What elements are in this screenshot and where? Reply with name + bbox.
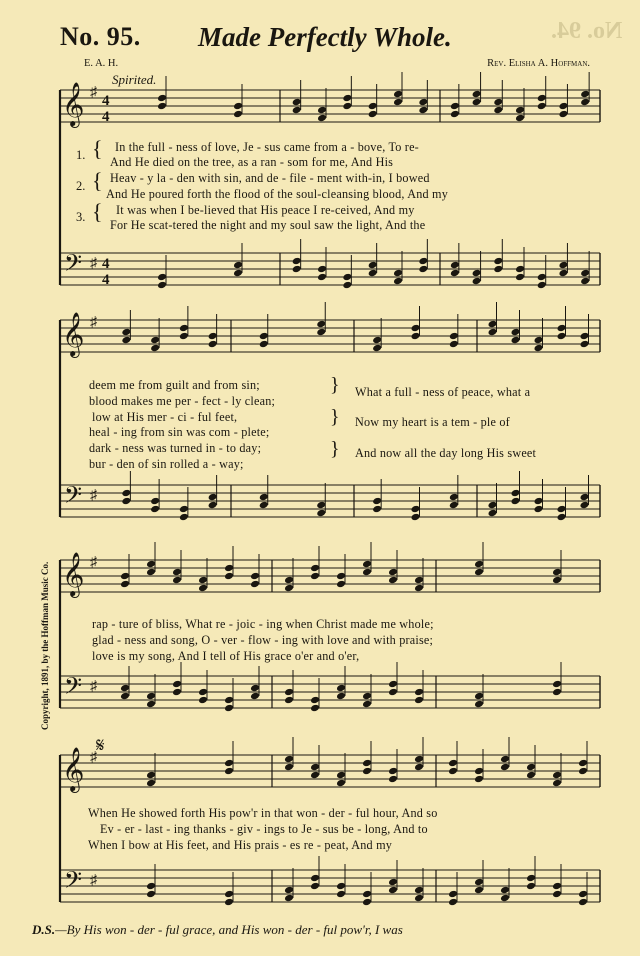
treble-note [233, 102, 243, 111]
bass-note [292, 257, 302, 266]
treble-note [558, 102, 568, 111]
bass-note [557, 505, 567, 514]
bass-note [157, 273, 167, 282]
bass-note [292, 265, 302, 274]
bass-note [472, 277, 482, 286]
treble-note [146, 771, 156, 780]
treble-note [121, 336, 131, 345]
lyric-line: rap - ture of bliss, What re - joic - ing when Christ made me whole; [92, 617, 434, 631]
bass-note [388, 878, 398, 887]
author-initials: E. A. H. [84, 58, 119, 69]
treble-note [342, 102, 352, 111]
bass-note [310, 874, 320, 883]
treble-note [208, 332, 218, 341]
lyric-line: In the full - ness of love, Je - sus came from a - bove, To re- [115, 140, 419, 154]
treble-note [146, 568, 156, 577]
hymn-number: No. 95. [60, 22, 141, 51]
treble-note [414, 755, 424, 764]
treble-note [537, 94, 547, 103]
treble-note [515, 106, 525, 115]
treble-clef: 𝄞 [62, 312, 85, 356]
lyric-line: glad - ness and song, O - ver - flow - ing with love and with praise; [92, 633, 434, 647]
bass-note [534, 505, 544, 514]
bass-note [474, 878, 484, 887]
treble-note [500, 755, 510, 764]
treble-note [418, 98, 428, 107]
treble-note [552, 568, 562, 577]
bass-note [537, 273, 547, 282]
treble-note [474, 767, 484, 776]
bass-note [411, 513, 421, 522]
bass-note [552, 680, 562, 689]
treble-note [259, 340, 269, 349]
bass-note [558, 269, 568, 278]
bass-note [146, 882, 156, 891]
lyric-line: bur - den of sin rolled a - way; [89, 457, 244, 471]
bass-note [450, 269, 460, 278]
bass-note [393, 277, 403, 286]
bass-note [198, 688, 208, 697]
treble-note [198, 576, 208, 585]
bass-note [414, 886, 424, 895]
lyric-line: dark - ness was turned in - to day; [89, 441, 262, 455]
bass-note [250, 684, 260, 693]
bass-note [284, 886, 294, 895]
treble-note [557, 324, 567, 333]
bass-note [411, 505, 421, 514]
bass-note [474, 886, 484, 895]
bass-clef: 𝄢 [64, 249, 83, 282]
treble-note [450, 102, 460, 111]
treble-clef: 𝄞 [62, 82, 85, 126]
brace-verse-1: { [92, 136, 103, 161]
bass-note [121, 489, 131, 498]
treble-note [372, 344, 382, 353]
bass-note [198, 696, 208, 705]
bass-note [511, 497, 521, 506]
bass-note [259, 493, 269, 502]
bass-note [336, 684, 346, 693]
bass-note [534, 497, 544, 506]
lyric-line: When He showed forth His pow'r in that won - der - ful hour, And so [88, 806, 438, 820]
ds-footer [32, 922, 403, 938]
treble-note [488, 320, 498, 329]
bass-note [472, 269, 482, 278]
bass-note [418, 265, 428, 274]
bass-note [372, 505, 382, 514]
treble-note [493, 106, 503, 115]
treble-note [259, 332, 269, 341]
treble-note [284, 584, 294, 593]
treble-note [157, 102, 167, 111]
bass-note [259, 501, 269, 510]
bass-note [488, 501, 498, 510]
treble-note [393, 90, 403, 99]
treble-note [526, 771, 536, 780]
bass-note [150, 497, 160, 506]
treble-note [362, 759, 372, 768]
treble-note [310, 564, 320, 573]
treble-note [488, 328, 498, 337]
treble-note [493, 98, 503, 107]
time-signature: 4 [102, 93, 110, 109]
bass-note [552, 890, 562, 899]
treble-note [411, 332, 421, 341]
treble-note [121, 328, 131, 337]
treble-note [172, 568, 182, 577]
treble-note [472, 98, 482, 107]
bass-note [208, 493, 218, 502]
bass-note [146, 700, 156, 709]
bass-note [172, 688, 182, 697]
bass-note [224, 704, 234, 713]
treble-note [120, 580, 130, 589]
bass-note [388, 886, 398, 895]
treble-note [388, 767, 398, 776]
treble-note [580, 90, 590, 99]
bass-note [418, 257, 428, 266]
treble-note [362, 568, 372, 577]
lyric-line: Heav - y la - den with sin, and de - file - ment with-in, I bowed [110, 171, 430, 185]
bass-clef: 𝄢 [64, 481, 83, 514]
bass-note [388, 680, 398, 689]
segno-sign: 𝄋 [96, 733, 105, 757]
bass-note [362, 700, 372, 709]
lyric-line: Ev - er - last - ing thanks - giv - ings to Je - sus be - long, And to [100, 822, 428, 836]
refrain-line: Now my heart is a tem - ple of [355, 415, 510, 429]
tempo-marking: Spirited. [112, 72, 157, 87]
treble-note [292, 106, 302, 115]
treble-note [418, 106, 428, 115]
bass-note [448, 898, 458, 907]
verse-number-2: 2. [76, 179, 86, 193]
treble-note [284, 755, 294, 764]
bass-clef: 𝄢 [64, 866, 83, 899]
bass-note [580, 269, 590, 278]
treble-note [474, 568, 484, 577]
bass-note [368, 261, 378, 270]
refrain-line: What a full - ness of peace, what a [355, 385, 531, 399]
treble-note [537, 102, 547, 111]
bass-note [580, 501, 590, 510]
treble-note [336, 572, 346, 581]
bass-note [233, 269, 243, 278]
treble-note [388, 775, 398, 784]
bass-note [537, 281, 547, 290]
bass-note [526, 874, 536, 883]
key-signature-sharp: ♯ [90, 679, 97, 694]
treble-note [120, 572, 130, 581]
bass-note [552, 688, 562, 697]
treble-note [179, 324, 189, 333]
bass-note [342, 273, 352, 282]
bass-note [493, 265, 503, 274]
bass-note [372, 497, 382, 506]
treble-note [317, 114, 327, 123]
bass-note [336, 692, 346, 701]
key-signature-sharp: ♯ [90, 873, 97, 888]
treble-note [580, 98, 590, 107]
treble-note [250, 572, 260, 581]
bass-note [493, 257, 503, 266]
treble-note [534, 336, 544, 345]
treble-note [336, 580, 346, 589]
bass-note [449, 501, 459, 510]
treble-note [414, 763, 424, 772]
brace-refrain-3: } [330, 438, 340, 460]
bass-note [233, 261, 243, 270]
treble-note [580, 340, 590, 349]
bass-note [500, 894, 510, 903]
treble-note [250, 580, 260, 589]
bass-note [310, 704, 320, 713]
bass-note [362, 898, 372, 907]
treble-note [336, 779, 346, 788]
bass-note [317, 265, 327, 274]
bass-note [362, 890, 372, 899]
time-signature: 4 [102, 256, 110, 272]
treble-note [552, 576, 562, 585]
verse-number-3: 3. [76, 210, 86, 224]
lyric-line: And He poured forth the flood of the soul-cleansing blood, And my [106, 187, 449, 201]
treble-note [146, 560, 156, 569]
bass-note [552, 882, 562, 891]
treble-note [316, 328, 326, 337]
treble-note [552, 771, 562, 780]
treble-note [233, 110, 243, 119]
lyric-line: When I bow at His feet, and His prais - es re - peat, And my [88, 838, 393, 852]
ds-text: —By His won - der - ful grace, and His won - der - ful pow'r, I was [55, 922, 403, 937]
treble-note [534, 344, 544, 353]
key-signature-sharp: ♯ [90, 85, 97, 100]
bass-note [250, 692, 260, 701]
lyric-line: love is my song, And I tell of His grace o'er and o'er, [92, 649, 360, 663]
bass-note [526, 882, 536, 891]
treble-note [284, 576, 294, 585]
treble-note [362, 560, 372, 569]
bass-note [511, 489, 521, 498]
treble-note [580, 332, 590, 341]
bass-note [150, 505, 160, 514]
bass-note [557, 513, 567, 522]
lyric-line: blood makes me per - fect - ly clean; [89, 394, 276, 408]
treble-note [474, 775, 484, 784]
brace-refrain-2: } [330, 406, 340, 428]
bass-note [393, 269, 403, 278]
bass-note [121, 497, 131, 506]
treble-clef: 𝄞 [62, 552, 85, 596]
treble-note [150, 336, 160, 345]
lyric-line: deem me from guilt and from sin; [89, 378, 260, 392]
bass-note [515, 273, 525, 282]
brace-verse-2: { [92, 168, 103, 193]
bass-note [208, 501, 218, 510]
treble-note [393, 98, 403, 107]
bass-note [310, 696, 320, 705]
treble-note [292, 98, 302, 107]
treble-note [342, 94, 352, 103]
refrain-line: And now all the day long His sweet [355, 446, 537, 460]
key-signature-sharp: ♯ [90, 315, 97, 330]
bass-note [414, 688, 424, 697]
time-signature: 4 [102, 109, 110, 125]
bass-note [284, 894, 294, 903]
treble-note [157, 94, 167, 103]
treble-note [362, 767, 372, 776]
hymn-title: Made Perfectly Whole. [198, 22, 452, 52]
treble-note [179, 332, 189, 341]
treble-note [388, 568, 398, 577]
bass-note [336, 882, 346, 891]
bass-note [224, 696, 234, 705]
bass-note [388, 688, 398, 697]
bass-note [224, 890, 234, 899]
treble-note [449, 340, 459, 349]
treble-note [526, 763, 536, 772]
treble-note [578, 767, 588, 776]
treble-note [515, 114, 525, 123]
composer-credit: Rev. Elisha A. Hoffman. [487, 58, 590, 69]
treble-clef: 𝄞 [62, 747, 85, 791]
bass-note [448, 890, 458, 899]
treble-note [224, 564, 234, 573]
bass-clef: 𝄢 [64, 672, 83, 705]
bass-note [450, 261, 460, 270]
treble-note [449, 332, 459, 341]
bass-note [146, 692, 156, 701]
treble-note [372, 336, 382, 345]
bass-note [342, 281, 352, 290]
treble-note [317, 106, 327, 115]
bass-note [157, 281, 167, 290]
treble-note [316, 320, 326, 329]
bass-note [578, 898, 588, 907]
bass-note [414, 894, 424, 903]
lyric-line: And He died on the tree, as a ran - som for me, And His [110, 155, 394, 169]
bass-note [336, 890, 346, 899]
copyright-notice: Copyright, 1891, by the Hoffman Music Co. [40, 561, 50, 730]
bass-note [179, 505, 189, 514]
bass-note [488, 509, 498, 518]
treble-note [310, 572, 320, 581]
treble-note [224, 572, 234, 581]
bass-note [316, 501, 326, 510]
key-signature-sharp: ♯ [90, 555, 97, 570]
lyric-line: low at His mer - ci - ful feet, [92, 410, 238, 424]
bass-note [515, 265, 525, 274]
key-signature-sharp: ♯ [90, 750, 97, 765]
bass-note [500, 886, 510, 895]
treble-note [224, 759, 234, 768]
treble-note [450, 110, 460, 119]
treble-note [414, 584, 424, 593]
treble-note [208, 340, 218, 349]
bass-note [474, 692, 484, 701]
bass-note [362, 692, 372, 701]
bass-note [368, 269, 378, 278]
treble-note [500, 763, 510, 772]
treble-note [472, 90, 482, 99]
treble-note [284, 763, 294, 772]
treble-note [414, 576, 424, 585]
treble-note [411, 324, 421, 333]
treble-note [388, 576, 398, 585]
lyric-line: heal - ing from sin was com - plete; [89, 425, 270, 439]
treble-note [368, 102, 378, 111]
lyric-line: For He scat-tered the night and my soul saw the light, And the [110, 218, 426, 232]
treble-note [146, 779, 156, 788]
brace-refrain-1: } [330, 374, 340, 396]
bass-note [120, 692, 130, 701]
treble-note [578, 759, 588, 768]
bass-note [580, 277, 590, 286]
bass-note [146, 890, 156, 899]
treble-note [172, 576, 182, 585]
bass-note [120, 684, 130, 693]
treble-note [224, 767, 234, 776]
bass-note [179, 513, 189, 522]
bass-note [580, 493, 590, 502]
treble-note [448, 759, 458, 768]
bass-note [310, 882, 320, 891]
bass-note [317, 273, 327, 282]
bass-note [414, 696, 424, 705]
treble-note [336, 771, 346, 780]
bleed-through-number: No. 94. [550, 18, 622, 44]
treble-note [511, 336, 521, 345]
key-signature-sharp: ♯ [90, 256, 97, 271]
bass-note [578, 890, 588, 899]
bass-note [224, 898, 234, 907]
treble-note [198, 584, 208, 593]
treble-note [310, 763, 320, 772]
treble-note [448, 767, 458, 776]
treble-note [557, 332, 567, 341]
time-signature: 4 [102, 272, 110, 288]
bass-note [558, 261, 568, 270]
bass-note [316, 509, 326, 518]
treble-note [474, 560, 484, 569]
treble-note [511, 328, 521, 337]
bass-note [284, 696, 294, 705]
treble-note [368, 110, 378, 119]
key-signature-sharp: ♯ [90, 488, 97, 503]
treble-note [552, 779, 562, 788]
lyric-line: It was when I be-lieved that His peace I re-ceived, And my [116, 203, 415, 217]
bass-note [449, 493, 459, 502]
bass-note [474, 700, 484, 709]
treble-note [558, 110, 568, 119]
bass-note [172, 680, 182, 689]
ds-label: D.S. [32, 922, 56, 937]
verse-number-1: 1. [76, 148, 86, 162]
brace-verse-3: { [92, 199, 103, 224]
treble-note [310, 771, 320, 780]
treble-note [150, 344, 160, 353]
bass-note [284, 688, 294, 697]
